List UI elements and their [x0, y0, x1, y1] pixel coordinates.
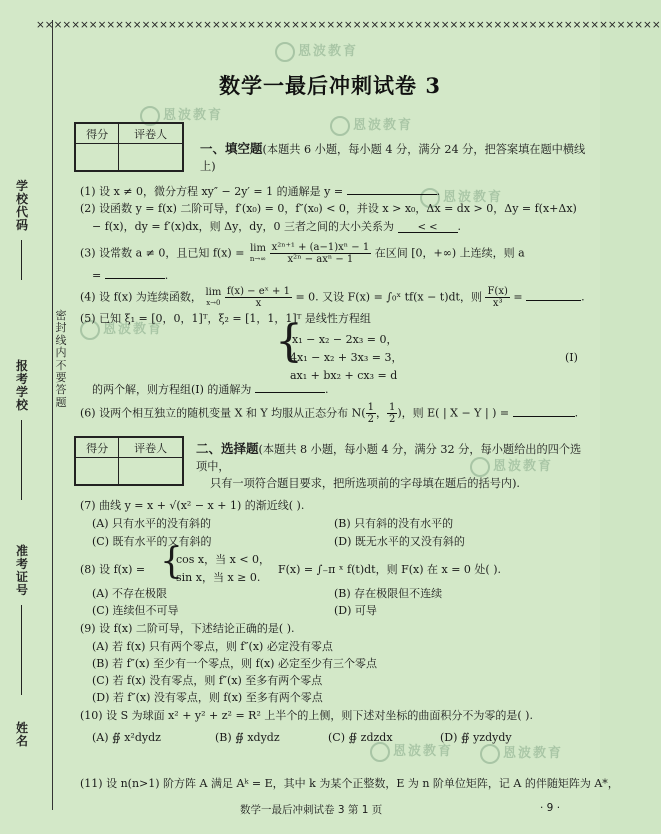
watermark: 恩波教育 — [480, 742, 563, 764]
grader-header: 评卷人 — [119, 438, 183, 458]
q10-option-d: (D) ∯ yzdydy — [440, 731, 512, 744]
watermark: 恩波教育 — [370, 740, 453, 762]
label-line — [21, 605, 22, 695]
question-2-line-2: − f(x)，dy = f′(x)dx，则 Δy，dy，0 三者之间的大小关系为 < < . — [92, 220, 462, 233]
q10-option-c: (C) ∯ zdzdx — [328, 731, 393, 744]
q7-option-a: (A) 只有水平的没有斜的 — [92, 517, 212, 530]
question-5-line-2: 的两个解，则方程组(I) 的通解为 . — [92, 380, 328, 397]
section-2-header: 二、选择题(本题共 8 小题，每小题 4 分，满分 32 分，每小题给出的四个选项中， 只有一项符合题目要求，把所选项前的字母填在题后的括号内). — [196, 441, 582, 490]
score-header: 得分 — [76, 124, 119, 144]
score-cell — [76, 144, 119, 171]
watermark: 恩波教育 — [275, 40, 358, 62]
question-4: (4) 设 f(x) 为连续函数， lim x→0 $\frac{\text{f(x) − eˣ + 1}}{x}$ = 0. 又设 F(x) = ∫₀ˣ tf(x − t)dt，则 $\frac{F(x)}{\text{x³}}$ = . — [80, 286, 585, 309]
score-header: 得分 — [76, 438, 119, 458]
question-8-rest: F(x) = ∫₋π ˣ f(t)dt，则 F(x) 在 x = 0 处( ). — [278, 563, 501, 576]
grader-header: 评卷人 — [119, 124, 183, 144]
watermark: 恩波教育 — [140, 104, 223, 126]
label-line — [21, 240, 22, 280]
watermark: 恩波教育 — [470, 455, 553, 477]
watermark: 恩波教育 — [80, 318, 163, 340]
q7-option-c: (C) 既有水平的又有斜的 — [92, 535, 212, 548]
question-9: (9) 设 f(x) 二阶可导，下述结论正确的是( ). — [80, 622, 295, 635]
q7-option-b: (B) 只有斜的没有水平的 — [334, 517, 454, 530]
question-3: (3) 设常数 a ≠ 0，且已知 f(x) = lim n→∞ $\frac{\text{x²ⁿ⁺¹ + (a−1)xⁿ − 1}}{\text{x²ⁿ − axⁿ − 1}}$ 在区间 [0，+∞) 上连续，则 a — [80, 242, 525, 265]
q10-option-a: (A) ∯ x²dydz — [92, 731, 161, 744]
page-number: · 9 · — [540, 802, 561, 814]
question-7: (7) 曲线 y = x + √(x² − x + 1) 的渐近线( ). — [80, 499, 305, 512]
logo-icon — [275, 42, 295, 62]
q9-option-c: (C) 若 f(x) 没有零点，则 f″(x) 至多有两个零点 — [92, 674, 323, 687]
school-code-label: 学校代码 — [15, 179, 28, 232]
score-box-1 — [74, 122, 184, 172]
exam-number-label: 准考证号 — [15, 544, 28, 597]
question-8: (8) 设 f(x) = — [80, 563, 146, 576]
question-1: (1) 设 x ≠ 0，微分方程 xy″ − 2y′ = 1 的通解是 y = . — [80, 182, 440, 199]
q10-option-b: (B) ∯ xdydz — [215, 731, 280, 744]
section-1-header: 一、填空题(本题共 6 小题，每小题 4 分，满分 24 分，把答案填在题中横线上) — [200, 141, 586, 173]
q8-option-a: (A) 不存在极限 — [92, 587, 168, 600]
score-cell — [76, 458, 119, 485]
q9-option-b: (B) 若 f″(x) 至少有一个零点，则 f(x) 必定至少有三个零点 — [92, 657, 377, 670]
cross-column: ××××××××××××××××××××××××××××××××××××××××××××××××××××××××××××××××××××××× — [36, 19, 661, 31]
seal-warning: 密封线内不要答题 — [55, 309, 67, 409]
q8-option-b: (B) 存在极限但不连续 — [334, 587, 443, 600]
question-6: (6) 设两个相互独立的随机变量 X 和 Y 均服从正态分布 N( $\frac{1}{2}$ ， $\frac{1}{2}$ )，则 E( | X − Y | ) = . — [80, 402, 579, 425]
answer-blank: < < — [398, 220, 458, 233]
q8-option-c: (C) 连续但不可导 — [92, 604, 179, 617]
equation-3: ax₁ + bx₂ + cx₃ = d — [290, 369, 398, 382]
score-box-2 — [74, 436, 184, 486]
q8-option-d: (D) 可导 — [334, 604, 377, 617]
question-2-line-1: (2) 设函数 y = f(x) 二阶可导，f′(x₀) = 0，f″(x₀) < 0，并设 x > x₀，Δx = dx > 0，Δy = f(x+Δx) — [80, 202, 577, 215]
grader-cell — [119, 144, 183, 171]
watermark: 恩波教育 — [420, 186, 503, 208]
answer-blank — [255, 380, 325, 393]
q7-option-d: (D) 既无水平的又没有斜的 — [334, 535, 465, 548]
page-title: 数学一最后冲刺试卷 3 — [219, 73, 441, 98]
school-label: 报考学校 — [15, 359, 28, 412]
equation-tag: (I) — [565, 351, 578, 364]
grader-cell — [119, 458, 183, 485]
label-line — [21, 420, 22, 500]
piecewise-case-2: sin x，当 x ≥ 0. — [176, 571, 261, 584]
equation-2: 4x₁ − x₂ + 3x₃ = 3， — [290, 351, 403, 364]
logo-icon — [480, 744, 500, 764]
q9-option-a: (A) 若 f(x) 只有两个零点，则 f″(x) 必定没有零点 — [92, 640, 333, 653]
answer-blank — [105, 266, 165, 279]
logo-icon — [330, 116, 350, 136]
answer-blank — [526, 288, 581, 301]
seal-line — [52, 20, 53, 810]
piecewise-case-1: cos x，当 x < 0， — [176, 553, 271, 566]
question-10: (10) 设 S 为球面 x² + y² + z² = R² 上半个的上侧，则下述对坐标的曲面积分不为零的是( ). — [80, 709, 533, 722]
watermark: 恩波教育 — [330, 114, 413, 136]
answer-blank — [513, 404, 575, 417]
system-brace: { — [275, 316, 303, 367]
page-footer: 数学一最后冲刺试卷 3 第 1 页 — [240, 804, 383, 816]
answer-blank — [347, 182, 437, 195]
name-label: 姓名 — [15, 721, 28, 748]
question-11: (11) 设 n(n>1) 阶方阵 A 满足 Aᵏ = E，其中 k 为某个正整数，E 为 n 阶单位矩阵，记 A 的伴随矩阵为 A*， — [80, 777, 619, 790]
question-5: (5) 已知 ξ₁ = [0，0，1]ᵀ，ξ₂ = [1，1，1]ᵀ 是线性方程组 — [80, 312, 371, 325]
q9-option-d: (D) 若 f″(x) 没有零点，则 f(x) 至多有两个零点 — [92, 691, 323, 704]
equation-1: x₁ − x₂ − 2x₃ = 0， — [292, 333, 398, 346]
piecewise-brace: { — [160, 541, 183, 582]
question-3-line-2: = . — [92, 266, 168, 283]
